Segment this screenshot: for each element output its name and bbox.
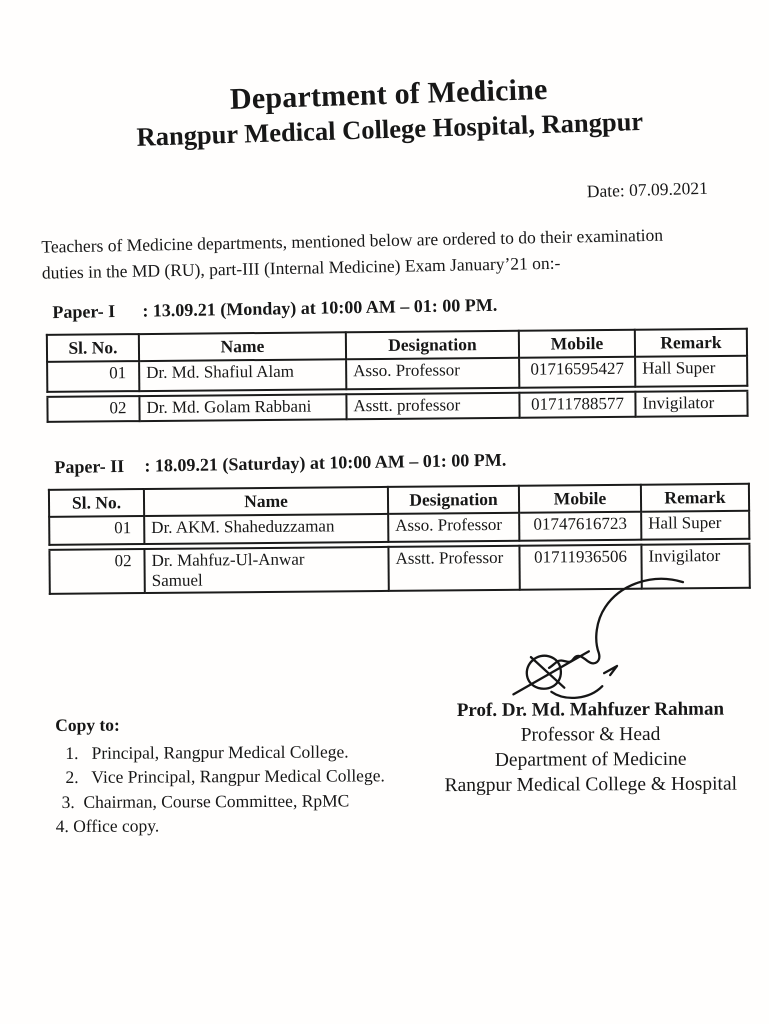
cell-remark: Hall Super xyxy=(641,511,749,540)
paper2-schedule: : 18.09.21 (Saturday) at 10:00 AM – 01: 00 PM. xyxy=(144,449,507,476)
column-header-name: Name xyxy=(139,332,346,361)
copy-item: 4. Office copy. xyxy=(55,815,160,837)
cell-designation: Asstt. Professor xyxy=(388,546,519,591)
paper1-heading xyxy=(52,295,497,323)
cell-remark: Hall Super xyxy=(635,356,747,387)
column-header-name: Name xyxy=(144,487,388,516)
cell-sl: 02 xyxy=(49,549,144,594)
cell-name: Dr. Md. Golam Rabbani xyxy=(139,394,346,421)
column-header-mobile: Mobile xyxy=(519,330,635,358)
cell-sl: 01 xyxy=(49,516,144,545)
letterhead xyxy=(4,66,769,157)
cell-remark: Invigilator xyxy=(635,391,747,417)
column-header-remark: Remark xyxy=(635,329,747,357)
intro-line-2: duties in the MD (RU), part-III (Internal Medicine) Exam January’21 on:- xyxy=(41,252,561,283)
cell-designation: Asstt. professor xyxy=(346,393,519,420)
cell-name: Dr. AKM. Shaheduzzaman xyxy=(144,514,388,544)
column-header-designation: Designation xyxy=(388,486,519,514)
paper2-heading xyxy=(54,450,506,478)
column-header-sl: Sl. No. xyxy=(47,334,139,362)
cell-mobile: 01716595427 xyxy=(519,357,635,388)
cell-designation: Asso. Professor xyxy=(346,358,519,390)
signature-block xyxy=(418,696,764,798)
signatory-name: Prof. Dr. Md. Mahfuzer Rahman xyxy=(456,698,725,722)
intro-paragraph xyxy=(41,220,757,286)
cell-sl: 02 xyxy=(47,396,139,422)
paper2-label: Paper- II xyxy=(54,455,125,478)
column-header-mobile: Mobile xyxy=(519,485,641,513)
paper1-duty-table xyxy=(46,328,749,423)
cell-remark: Invigilator xyxy=(641,544,749,589)
cell-mobile: 01711936506 xyxy=(519,545,641,590)
paper1-schedule: : 13.09.21 (Monday) at 10:00 AM – 01: 00 PM. xyxy=(142,294,498,321)
signatory-department: Department of Medicine xyxy=(494,748,687,771)
signatory-organization: Rangpur Medical College & Hospital xyxy=(444,773,738,797)
intro-line-1: Teachers of Medicine departments, mentioned below are ordered to do their examination xyxy=(41,224,664,257)
column-header-remark: Remark xyxy=(641,484,749,512)
cell-name: Dr. Md. Shafiul Alam xyxy=(139,359,346,391)
document-title: Department of Medicine xyxy=(229,72,548,116)
cell-mobile: 01747616723 xyxy=(519,512,641,541)
document-subtitle: Rangpur Medical College Hospital, Rangpur xyxy=(136,105,644,152)
table-row xyxy=(47,391,747,422)
signatory-role: Professor & Head xyxy=(520,723,661,746)
column-header-sl: Sl. No. xyxy=(49,489,144,517)
cell-name-text: Dr. Mahfuz-Ul-Anwar Samuel xyxy=(151,549,305,590)
copy-to-section xyxy=(55,711,385,838)
copy-to-label: Copy to: xyxy=(55,714,120,736)
cell-sl: 01 xyxy=(47,361,139,392)
copy-item: 1. Principal, Rangpur Medical College. xyxy=(65,741,349,763)
cell-mobile: 01711788577 xyxy=(519,392,635,418)
column-header-designation: Designation xyxy=(346,331,519,360)
copy-item: 3. Chairman, Course Committee, RpMC xyxy=(61,789,350,812)
copy-item: 2. Vice Principal, Rangpur Medical College. xyxy=(65,765,385,787)
cell-designation: Asso. Professor xyxy=(388,513,519,542)
cell-name xyxy=(144,547,388,593)
paper1-label: Paper- I xyxy=(52,301,116,323)
date-label: Date: 07.09.2021 xyxy=(586,177,709,202)
signature-scribble xyxy=(504,568,706,711)
